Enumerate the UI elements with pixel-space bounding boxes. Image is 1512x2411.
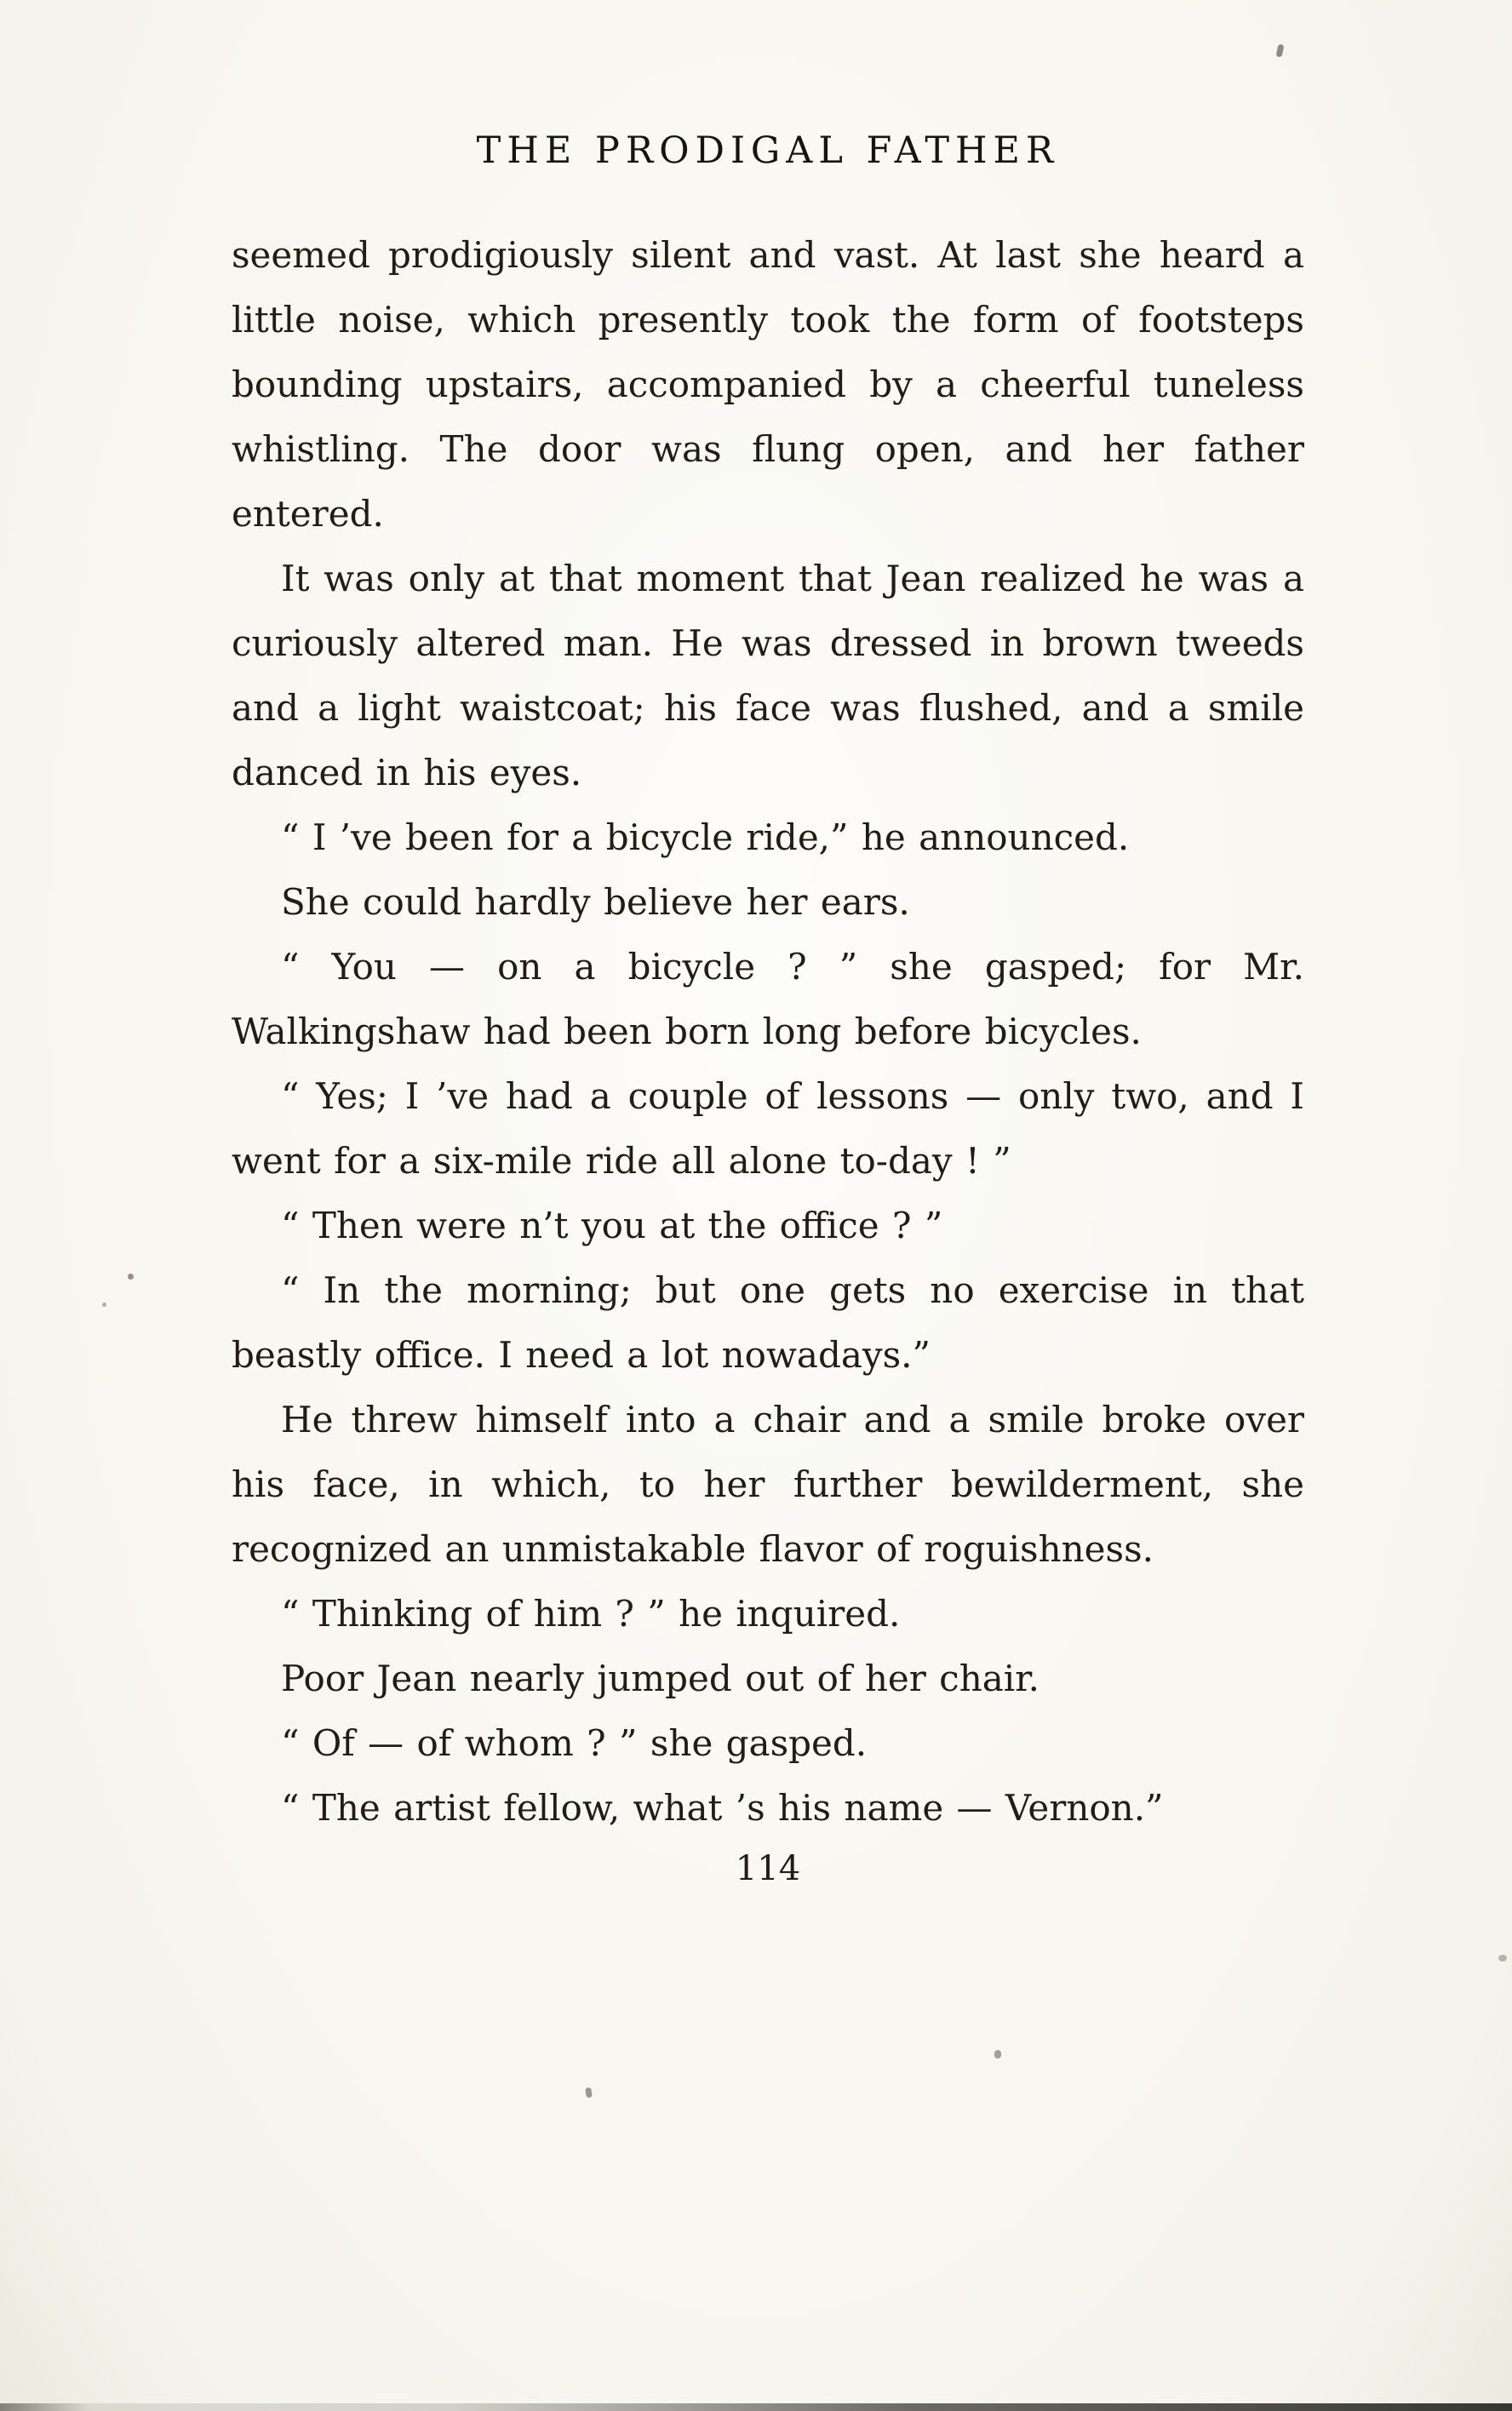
scan-speck <box>994 2050 1001 2059</box>
text-column <box>232 129 1304 1888</box>
paragraph: “ I ’ve been for a bicycle ride,” he announced. <box>281 816 1130 858</box>
paragraph: seemed prodigiously silent and vast. At last she heard a little noise, which presently took the form of footsteps bounding upstairs, accompanied by a cheerful tuneless whistling. The door was flung open, and her father entered. <box>232 234 1304 535</box>
paragraph: “ In the morning; but one gets no exercise in that beastly office. I need a lot nowadays.” <box>232 1269 1304 1376</box>
paragraph: She could hardly believe her ears. <box>281 881 910 923</box>
scan-speck <box>1276 43 1285 57</box>
scan-speck <box>102 1303 106 1307</box>
scan-speck <box>1498 1955 1507 1961</box>
paragraph: “ The artist fellow, what ’s his name — Vernon.” <box>281 1787 1164 1829</box>
paragraph: “ Yes; I ’ve had a couple of lessons — only two, and I went for a six-mile ride all alone to-day ! ” <box>232 1075 1304 1182</box>
running-header: THE PRODIGAL FATHER <box>476 129 1060 172</box>
paragraph: It was only at that moment that Jean realized he was a curiously altered man. He was dressed in brown tweeds and a light waistcoat; his face was flushed, and a smile danced in his eyes. <box>232 558 1304 793</box>
scan-speck <box>585 2087 593 2099</box>
paragraph: “ Of — of whom ? ” she gasped. <box>281 1722 868 1764</box>
paragraph: He threw himself into a chair and a smile broke over his face, in which, to her further bewilderment, she recognized an unmistakable flavor of roguishness. <box>232 1399 1304 1570</box>
paragraph: Poor Jean nearly jumped out of her chair. <box>281 1658 1040 1699</box>
paragraph: “ You — on a bicycle ? ” she gasped; for Mr. Walkingshaw had been born long before bicycles. <box>232 946 1304 1052</box>
scan-speck <box>128 1274 134 1280</box>
page-number: 114 <box>735 1849 801 1888</box>
paragraph: “ Thinking of him ? ” he inquired. <box>281 1593 901 1635</box>
paragraph: “ Then were n’t you at the office ? ” <box>281 1205 943 1246</box>
page-bottom-edge <box>0 2403 1512 2411</box>
